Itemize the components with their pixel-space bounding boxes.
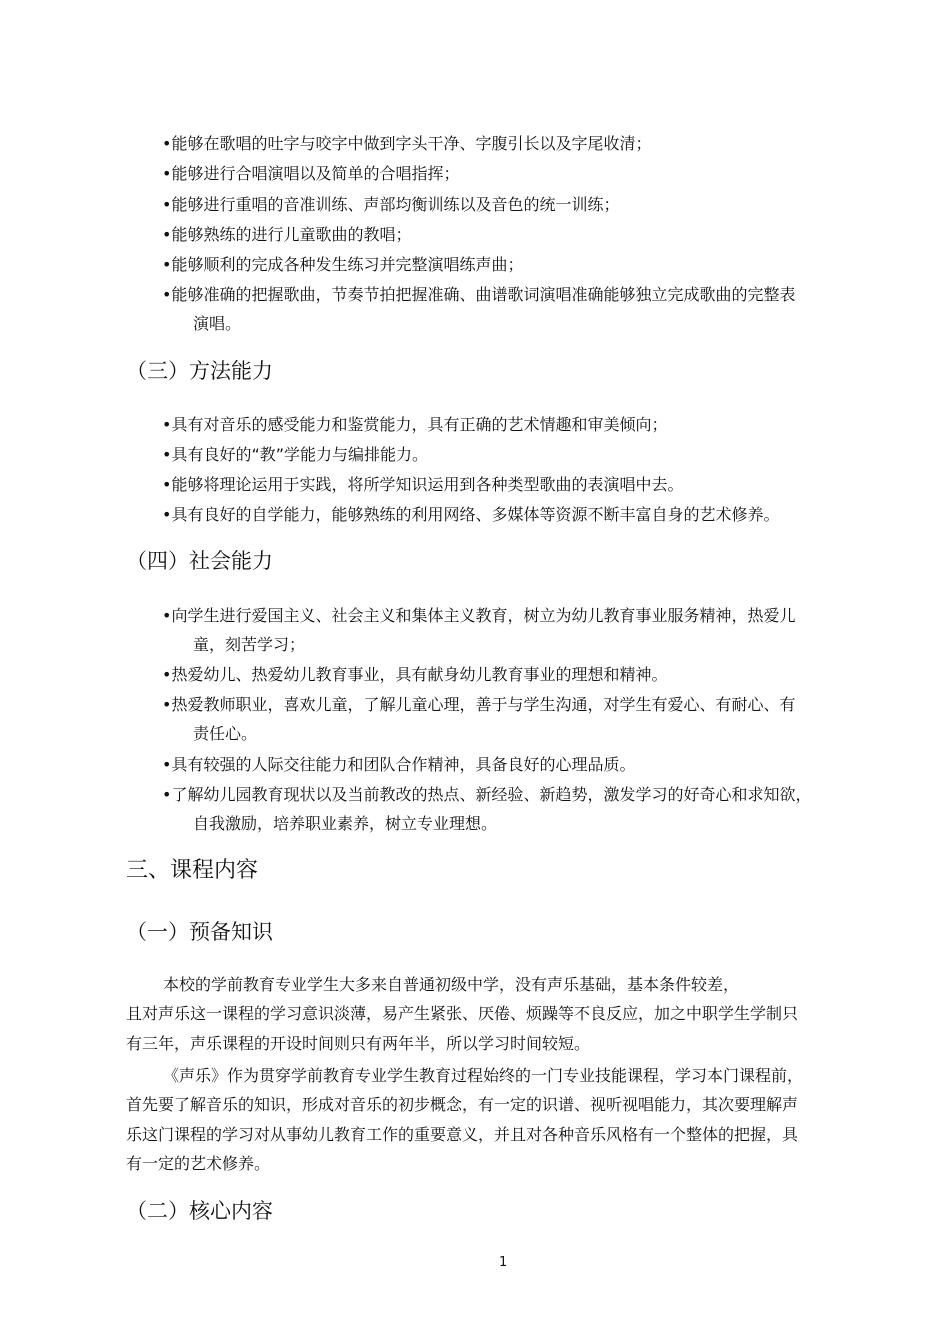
section-heading: （三）方法能力 (126, 359, 273, 383)
bullet-item: •能够顺利的完成各种发生练习并完整演唱练声曲； (162, 255, 524, 274)
bullet-item: •能够在歌唱的吐字与咬字中做到字头干净、字腹引长以及字尾收清； (162, 134, 652, 153)
bullet-item: •了解幼儿园教育现状以及当前教改的热点、新经验、新趋势，激发学习的好奇心和求知欲， (162, 785, 812, 804)
bullet-item: •能够进行重唱的音准训练、声部均衡训练以及音色的统一训练； (162, 195, 620, 214)
bullet-continuation: 童，刻苦学习； (193, 635, 306, 654)
chapter-heading: 三、课程内容 (126, 858, 259, 883)
paragraph-line: 首先要了解音乐的知识，形成对音乐的初步概念，有一定的识谱、视听视唱能力，其次要理解声 (126, 1095, 799, 1114)
bullet-item: •具有较强的人际交往能力和团队合作精神，具备良好的心理品质。 (162, 755, 636, 774)
paragraph-line: 且对声乐这一课程的学习意识淡薄，易产生紧张、厌倦、烦躁等不良反应，加之中职学生学制只 (126, 1004, 799, 1023)
bullet-item: •热爱幼儿、热爱幼儿教育事业，具有献身幼儿教育事业的理想和精神。 (162, 665, 668, 684)
page-number: 1 (499, 1255, 508, 1270)
section-heading: （四）社会能力 (126, 549, 273, 573)
bullet-item: •能够进行合唱演唱以及简单的合唱指挥； (162, 164, 460, 183)
paragraph-line: 本校的学前教育专业学生大多来自普通初级中学，没有声乐基础，基本条件较差， (163, 975, 740, 994)
section-heading: （一）预备知识 (126, 920, 273, 944)
bullet-item: •具有对音乐的感受能力和鉴赏能力，具有正确的艺术情趣和审美倾向； (162, 415, 668, 434)
paragraph-line: 有三年，声乐课程的开设时间则只有两年半，所以学习时间较短。 (126, 1034, 591, 1053)
bullet-item: •具有良好的“教”学能力与编排能力。 (162, 445, 429, 464)
bullet-item: •能够熟练的进行儿童歌曲的教唱； (162, 225, 412, 244)
bullet-continuation: 自我激励，培养职业素养，树立专业理想。 (193, 814, 498, 833)
bullet-continuation: 演唱。 (193, 314, 242, 333)
bullet-continuation: 责任心。 (193, 724, 258, 743)
section-heading: （二）核心内容 (126, 1199, 273, 1223)
paragraph-line: 乐这门课程的学习对从事幼儿教育工作的重要意义，并且对各种音乐风格有一个整体的把握，具 (126, 1125, 799, 1144)
bullet-item: •能够准确的把握歌曲，节奏节拍把握准确、曲谱歌词演唱准确能够独立完成歌曲的完整表 (162, 285, 796, 304)
bullet-item: •能够将理论运用于实践，将所学知识运用到各种类型歌曲的表演唱中去。 (162, 475, 684, 494)
bullet-item: •具有良好的自学能力，能够熟练的利用网络、多媒体等资源不断丰富自身的艺术修养。 (162, 505, 780, 524)
bullet-item: •热爱教师职业，喜欢儿童，了解儿童心理，善于与学生沟通，对学生有爱心、有耐心、有 (162, 695, 796, 714)
paragraph-line: 有一定的艺术修养。 (126, 1154, 271, 1173)
paragraph-line: 《声乐》作为贯穿学前教育专业学生教育过程始终的一门专业技能课程，学习本门课程前， (163, 1066, 804, 1085)
bullet-item: •向学生进行爱国主义、社会主义和集体主义教育，树立为幼儿教育事业服务精神，热爱儿 (162, 606, 796, 625)
